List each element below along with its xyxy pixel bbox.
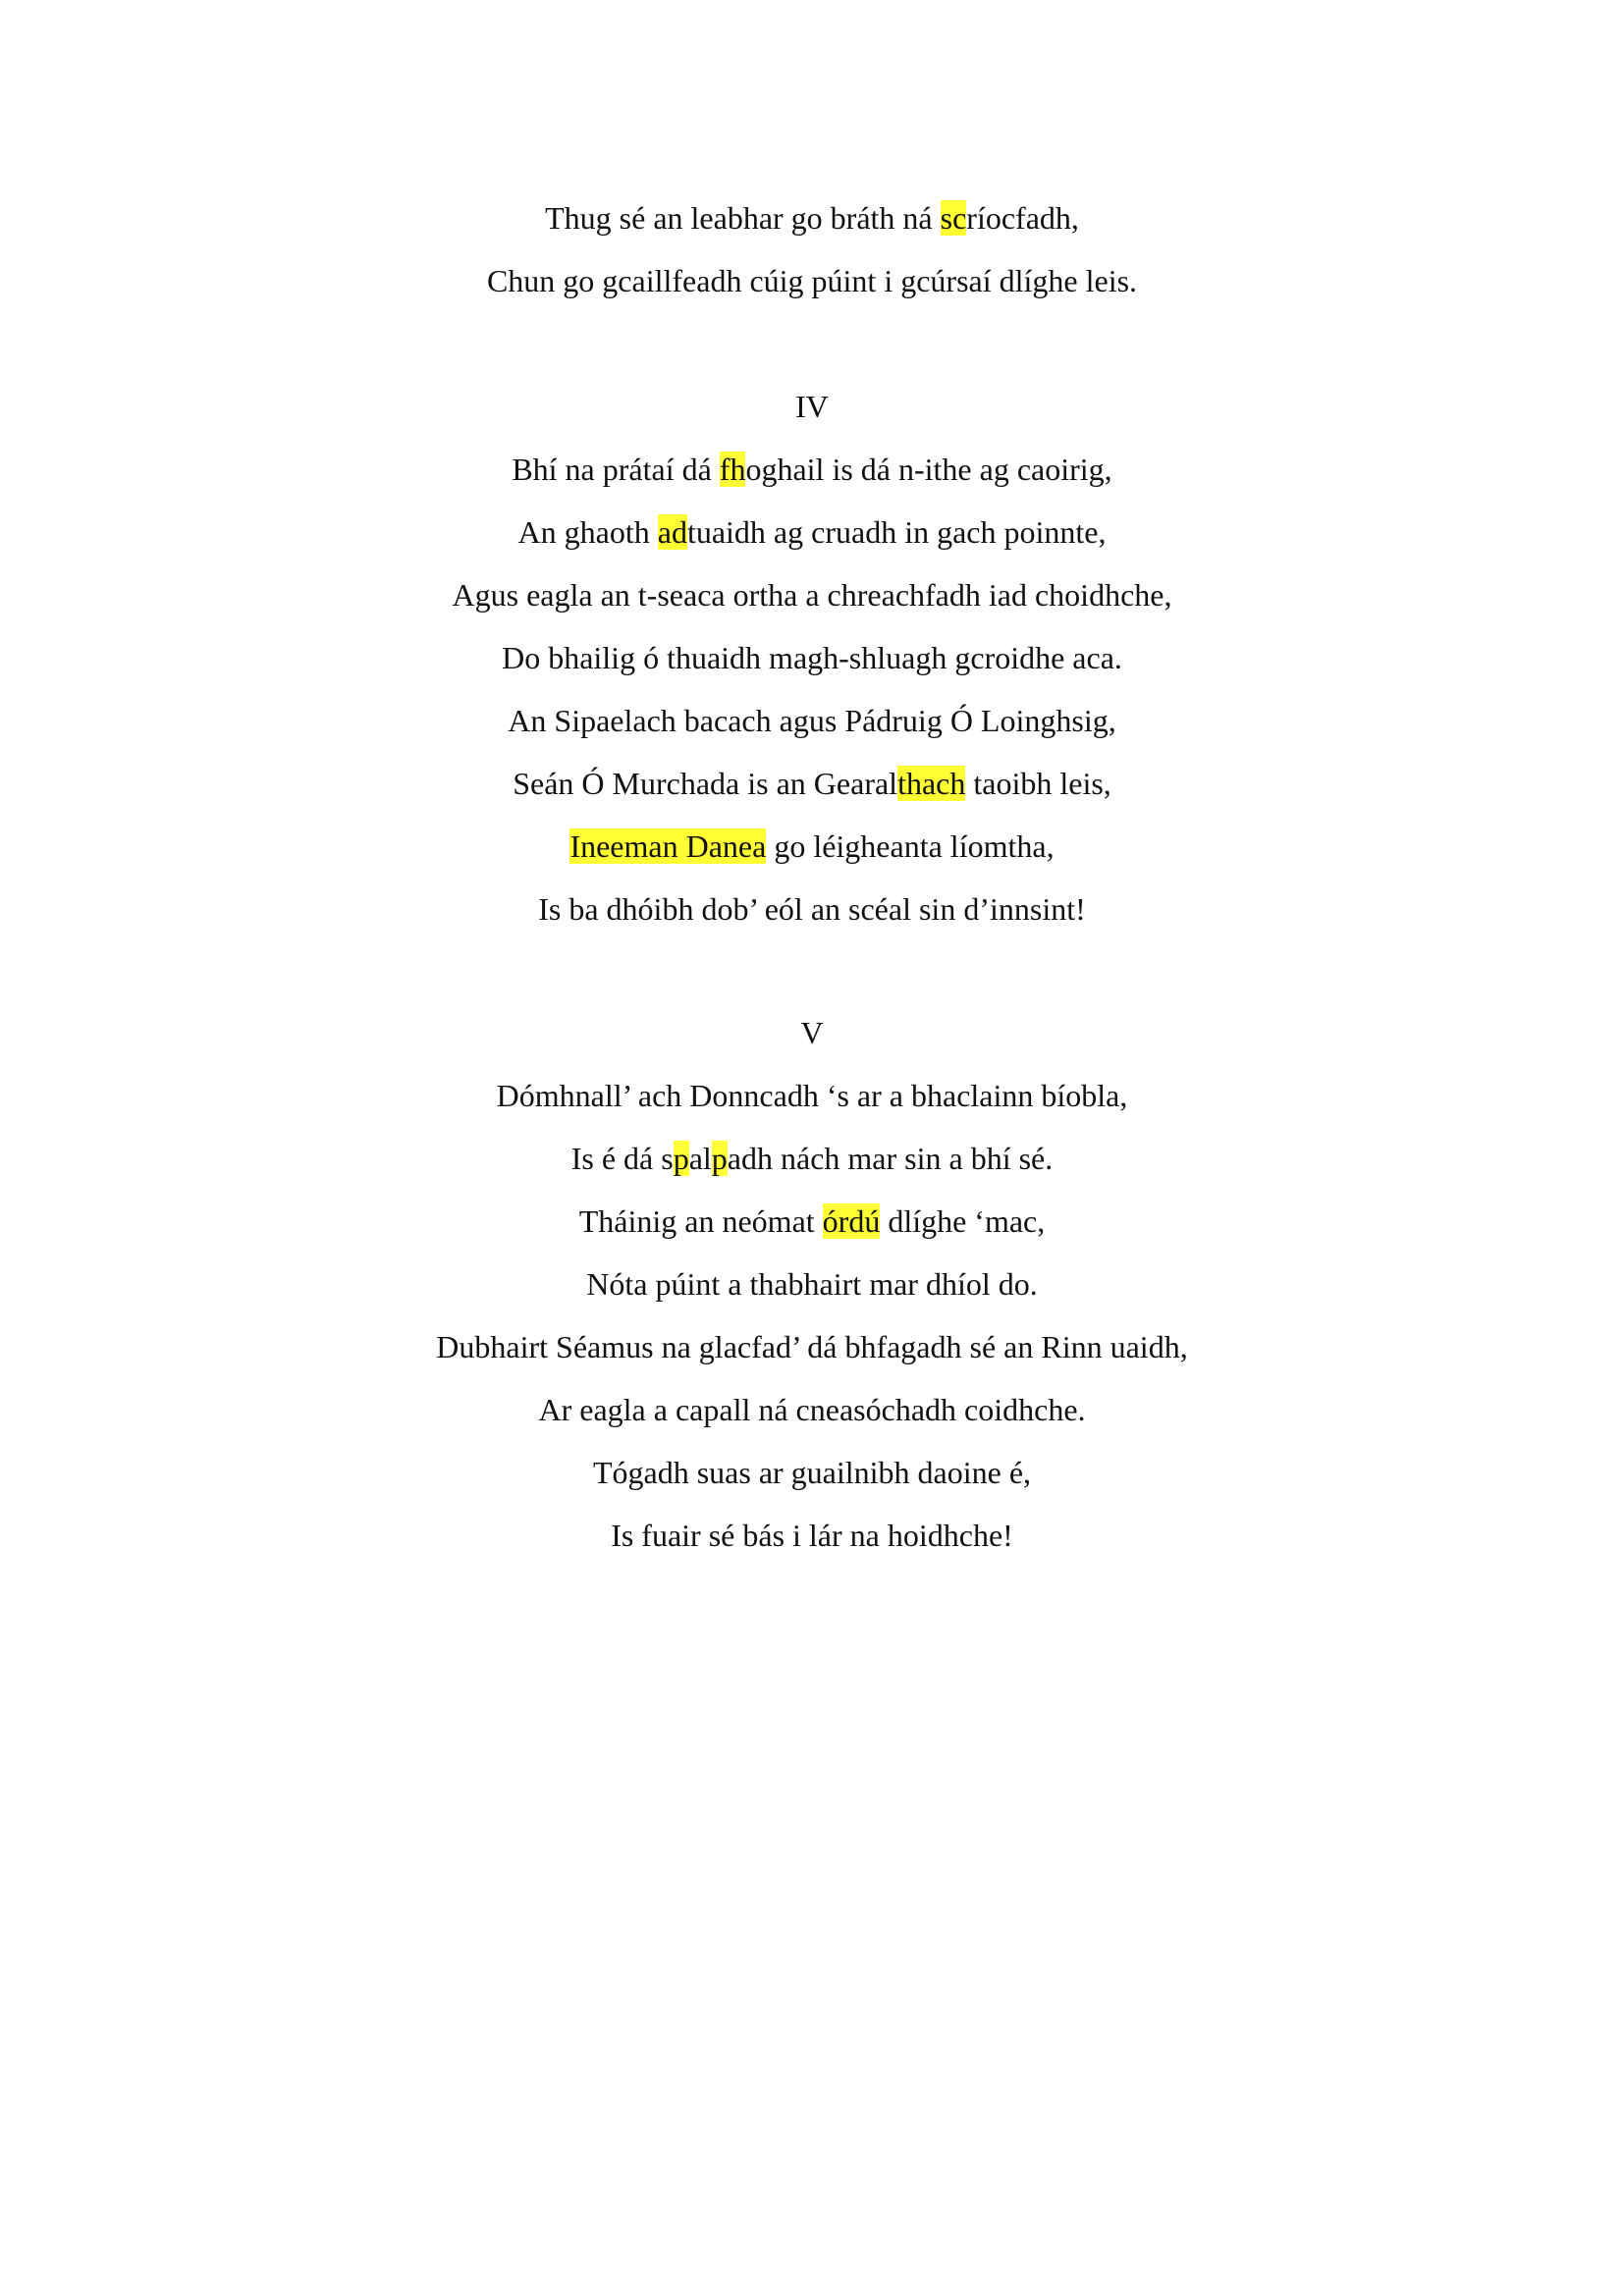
line-text: Is ba dhóibh dob’ eól an scéal sin d’innsint! [538,891,1086,927]
line-text: oghail is dá n-ithe ag caoirig, [745,452,1112,487]
line-text: Seán Ó Murchada is an Gearal [513,766,898,801]
line-text: ríocfadh, [966,200,1079,236]
line-text: al [688,1141,712,1176]
line-text: Ar eagla a capall ná cneasóchadh coidhche. [538,1392,1086,1427]
stanza-v [0,1001,1624,1567]
line-text: taoibh leis, [965,766,1111,801]
stanza-iv [0,375,1624,940]
highlighted-text: Ineeman Danea [569,828,767,864]
line-text: Bhí na prátaí dá [512,452,720,487]
poem-line [0,1378,1624,1441]
line-text: go léigheanta líomtha, [766,828,1055,864]
poem-line [0,438,1624,501]
poem-line [0,815,1624,878]
poem-line [0,1127,1624,1190]
line-text: An ghaoth [517,514,658,550]
poem-line [0,1441,1624,1504]
poem-line [0,1253,1624,1315]
stanza-numeral: V [800,1015,824,1050]
line-text: Agus eagla an t-seaca ortha a chreachfadh iad choidhche, [452,577,1172,613]
highlighted-text: ad [657,514,687,550]
highlighted-text: sc [940,200,967,236]
line-text: Chun go gcaillfeadh cúig púint i gcúrsaí dlíghe leis. [486,263,1138,298]
poem-line [0,1504,1624,1567]
poem-line [0,626,1624,689]
highlighted-text: órdú [822,1203,881,1239]
line-text: adh nách mar sin a bhí sé. [727,1141,1054,1176]
poem-line [0,563,1624,626]
poem-line [0,1064,1624,1127]
highlighted-text: fh [719,452,746,487]
line-text: Tháinig an neómat [578,1203,823,1239]
stanza-numeral: IV [795,389,829,424]
line-text: tuaidh ag cruadh in gach poinnte, [686,514,1107,550]
poem-line [0,752,1624,815]
line-text: Is é dá s [570,1141,674,1176]
line-text: Thug sé an leabhar go bráth ná [545,200,941,236]
highlighted-text: thach [897,766,966,801]
poem-line [0,878,1624,940]
line-text: Tógadh suas ar guailnibh daoine é, [592,1455,1032,1490]
stanza-continuation [0,187,1624,312]
poem-line [0,187,1624,249]
line-text: dlíghe ‘mac, [880,1203,1046,1239]
poem-line [0,1315,1624,1378]
line-text: Nóta púint a thabhairt mar dhíol do. [586,1266,1038,1302]
poem-line [0,249,1624,312]
line-text: Do bhailig ó thuaidh magh-shluagh gcroidhe aca. [502,640,1122,675]
poem-line [0,1190,1624,1253]
line-text: Dubhairt Séamus na glacfad’ dá bhfagadh sé an Rinn uaidh, [436,1329,1188,1364]
line-text: Dómhnall’ ach Donncadh ‘s ar a bhaclainn bíobla, [496,1078,1128,1113]
line-text: An Sipaelach bacach agus Pádruig Ó Loinghsig, [508,703,1116,738]
poem-line [0,501,1624,563]
highlighted-text: p [711,1141,728,1176]
poem-line [0,689,1624,752]
highlighted-text: p [673,1141,689,1176]
line-text: Is fuair sé bás i lár na hoidhche! [611,1518,1013,1553]
